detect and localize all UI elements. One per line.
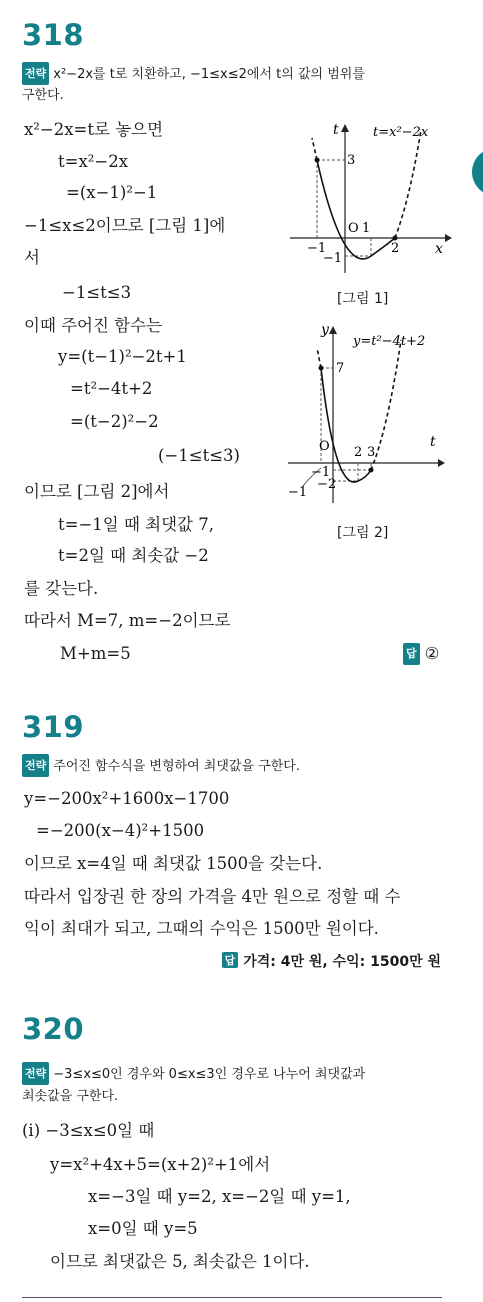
y-axis-arrow bbox=[341, 124, 349, 132]
answer-value: ② bbox=[424, 644, 440, 663]
solution-line: y=(t−1)²−2t+1 bbox=[58, 347, 187, 366]
y-axis-arrow bbox=[329, 326, 337, 334]
solution-line: −1≤x≤2이므로 [그림 1]에 bbox=[24, 216, 226, 235]
tick-label: 3 bbox=[347, 153, 356, 168]
x-axis-label: x bbox=[435, 241, 443, 257]
problem-number-320: 320 bbox=[22, 1012, 85, 1046]
tick-label: 2 bbox=[391, 241, 400, 256]
tick-label: −1 bbox=[288, 485, 308, 500]
figure-2-caption: [그림 2] bbox=[337, 525, 389, 541]
origin-label: O bbox=[348, 221, 359, 236]
x-axis-arrow bbox=[445, 234, 452, 242]
solution-line: y=x²+4x+5=(x+2)²+1에서 bbox=[50, 1155, 271, 1174]
curve-solid bbox=[317, 160, 395, 259]
solution-line: 익이 최대가 되고, 그때의 수익은 1500만 원이다. bbox=[24, 919, 379, 938]
answer-tag: 답 bbox=[222, 952, 239, 968]
function-label: t=x²−2x bbox=[373, 125, 429, 140]
solution-line: 따라서 M=7, m=−2이므로 bbox=[24, 611, 231, 630]
strategy-text: x²−2x를 t로 치환하고, −1≤x≤2에서 t의 값의 범위를 bbox=[53, 67, 365, 82]
solution-line: 이므로 [그림 2]에서 bbox=[24, 482, 170, 501]
solution-line: −1≤t≤3 bbox=[62, 283, 132, 302]
tick-label: −2 bbox=[317, 477, 337, 492]
tick-label: 7 bbox=[336, 361, 345, 376]
tick-label: −1 bbox=[323, 251, 343, 266]
tick-label: 3 bbox=[367, 445, 376, 460]
function-label: y=t²−4t+2 bbox=[353, 334, 426, 349]
strategy-319 bbox=[22, 754, 300, 777]
origin-label: O bbox=[319, 439, 330, 454]
x-axis-arrow bbox=[438, 459, 445, 467]
point bbox=[315, 158, 320, 163]
point bbox=[319, 366, 324, 371]
y-axis-label: y bbox=[321, 322, 329, 338]
strategy-text: 주어진 함수식을 변형하여 최댓값을 구한다. bbox=[53, 759, 300, 774]
curve-dashed bbox=[312, 138, 317, 160]
tick-label: −1 bbox=[311, 465, 331, 480]
solution-line: 를 갖는다. bbox=[24, 579, 99, 598]
solution-line: 서 bbox=[24, 248, 40, 267]
bottom-rule bbox=[22, 1297, 442, 1298]
solution-line: t=2일 때 최솟값 −2 bbox=[58, 546, 209, 565]
x-axis-label: t bbox=[430, 434, 436, 450]
solution-line: 따라서 입장권 한 장의 가격을 4만 원으로 정할 때 수 bbox=[24, 887, 401, 906]
side-index-tab bbox=[472, 148, 483, 196]
strategy-tag: 전략 bbox=[22, 62, 49, 85]
problem-number-319: 319 bbox=[22, 710, 85, 744]
answer-318 bbox=[403, 643, 439, 665]
answer-319 bbox=[222, 951, 441, 971]
solution-line: x²−2x=t로 놓으면 bbox=[24, 120, 164, 139]
point bbox=[369, 468, 374, 473]
strategy-318-cont: 구한다. bbox=[22, 88, 64, 103]
solution-line: =−200(x−4)²+1500 bbox=[36, 821, 205, 840]
figure-2 bbox=[283, 318, 458, 513]
solution-line: t=−1일 때 최댓값 7, bbox=[58, 515, 214, 534]
solution-line: t=x²−2x bbox=[58, 152, 129, 171]
figure-1-caption: [그림 1] bbox=[337, 291, 389, 307]
curve-dashed bbox=[317, 348, 321, 368]
curve-dashed bbox=[395, 130, 421, 238]
strategy-text: −3≤x≤0인 경우와 0≤x≤3인 경우로 나누어 최댓값과 bbox=[53, 1067, 366, 1082]
strategy-tag: 전략 bbox=[22, 1062, 49, 1085]
point bbox=[393, 236, 398, 241]
solution-line: 이므로 x=4일 때 최댓값 1500을 갖는다. bbox=[24, 854, 323, 873]
strategy-320 bbox=[22, 1062, 365, 1085]
solution-line: =(x−1)²−1 bbox=[66, 183, 158, 202]
problem-number-318: 318 bbox=[22, 18, 85, 52]
tick-label: −1 bbox=[307, 241, 327, 256]
tick-label: 2 bbox=[354, 445, 363, 460]
solution-line: =t²−4t+2 bbox=[70, 379, 153, 398]
figure-1 bbox=[285, 118, 455, 278]
strategy-tag: 전략 bbox=[22, 754, 49, 777]
answer-value: 가격: 4만 원, 수익: 1500만 원 bbox=[243, 954, 441, 970]
y-axis-label: t bbox=[333, 122, 339, 138]
strategy-320-cont: 최솟값을 구한다. bbox=[22, 1089, 119, 1104]
solution-line: 이때 주어진 함수는 bbox=[24, 316, 163, 335]
solution-line: y=−200x²+1600x−1700 bbox=[24, 789, 230, 808]
solution-line: (i) −3≤x≤0일 때 bbox=[22, 1121, 155, 1140]
solution-line: x=−3일 때 y=2, x=−2일 때 y=1, bbox=[88, 1187, 351, 1206]
solution-line: x=0일 때 y=5 bbox=[88, 1219, 198, 1238]
strategy-318 bbox=[22, 62, 365, 85]
solution-line: 이므로 최댓값은 5, 최솟값은 1이다. bbox=[50, 1252, 310, 1271]
answer-tag: 답 bbox=[403, 643, 420, 665]
curve-dashed bbox=[371, 340, 401, 470]
solution-line: =(t−2)²−2 bbox=[70, 412, 159, 431]
tick-label: 1 bbox=[362, 221, 371, 236]
solution-line: M+m=5 bbox=[60, 644, 131, 663]
solution-line: (−1≤t≤3) bbox=[158, 446, 240, 465]
